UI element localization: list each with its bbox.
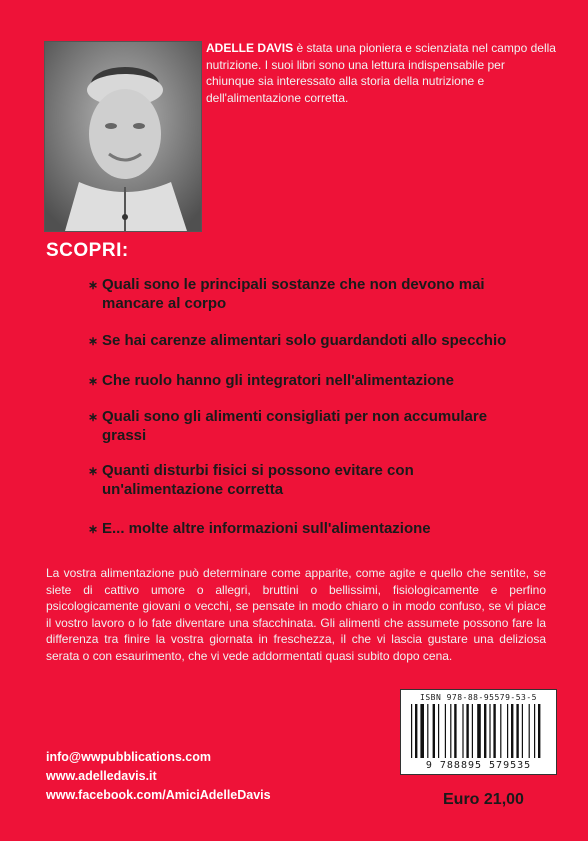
barcode [400,689,557,775]
list-item [88,462,478,499]
list-item [88,520,528,539]
ean-number: 9 788895 579535 [425,760,532,771]
asterisk-bullet-icon: ∗ [88,334,99,348]
asterisk-bullet-icon: ∗ [88,278,99,292]
list-item [88,372,528,391]
asterisk-bullet-icon: ∗ [88,464,99,478]
list-item-text: Che ruolo hanno gli integratori nell'alimentazione [102,372,454,389]
scopri-heading: SCOPRI: [46,240,129,261]
price-label: Euro 21,00 [443,791,524,808]
list-item-text: Se hai carenze alimentari solo guardandoti allo specchio [102,332,507,349]
author-portrait-photo [44,41,202,232]
contact-info [46,748,271,805]
list-item [88,332,528,351]
list-item-text: Quali sono gli alimenti consigliati per non accumulare grassi [102,408,488,444]
list-item [88,408,528,445]
facebook-link[interactable]: www.facebook.com/AmiciAdelleDavis [46,788,271,802]
author-name: ADELLE DAVIS [206,41,294,55]
description-paragraph: La vostra alimentazione può determinare come apparite, come agite e quello che sentite, se siete di cattivo umore o allegri, bruttini o bellissimi, fisiologicamente e perfino psicologicamente giovani o vecchi, se pensate in modo chiaro o in modo confuso, se vi piace il vostro lavoro o lo fate diventare una sfacchinata. Gli alimenti che assumete possono fare la differenza tra finire la vostra giornata in freschezza, il che vi lascia gustare una deliziosa serata o con esaurimento, che vi vede addormentati quasi subito dopo cena. [46,566,546,663]
barcode-icon [409,704,548,760]
asterisk-bullet-icon: ∗ [88,522,99,536]
portrait-icon [45,42,201,231]
author-bio-text: è stata una pioniera e scienziata nel campo della nutrizione. I suoi libri sono una lettura indispensabile per chiunque sia interessato alla storia della nutrizione e dell'alimentazione corretta. [206,41,556,105]
website-link[interactable]: www.adelledavis.it [46,769,157,783]
author-bio [206,40,556,106]
isbn-number: ISBN 978-88-95579-53-5 [420,693,537,702]
list-item [88,276,528,313]
asterisk-bullet-icon: ∗ [88,374,99,388]
list-item-text: Quali sono le principali sostanze che non devono mai mancare al corpo [102,276,485,312]
list-item-text: E... molte altre informazioni sull'alimentazione [102,520,431,537]
list-item-text: Quanti disturbi fisici si possono evitare con un'alimentazione corretta [102,462,414,498]
asterisk-bullet-icon: ∗ [88,410,99,424]
email-link[interactable]: info@wwpubblications.com [46,750,211,764]
